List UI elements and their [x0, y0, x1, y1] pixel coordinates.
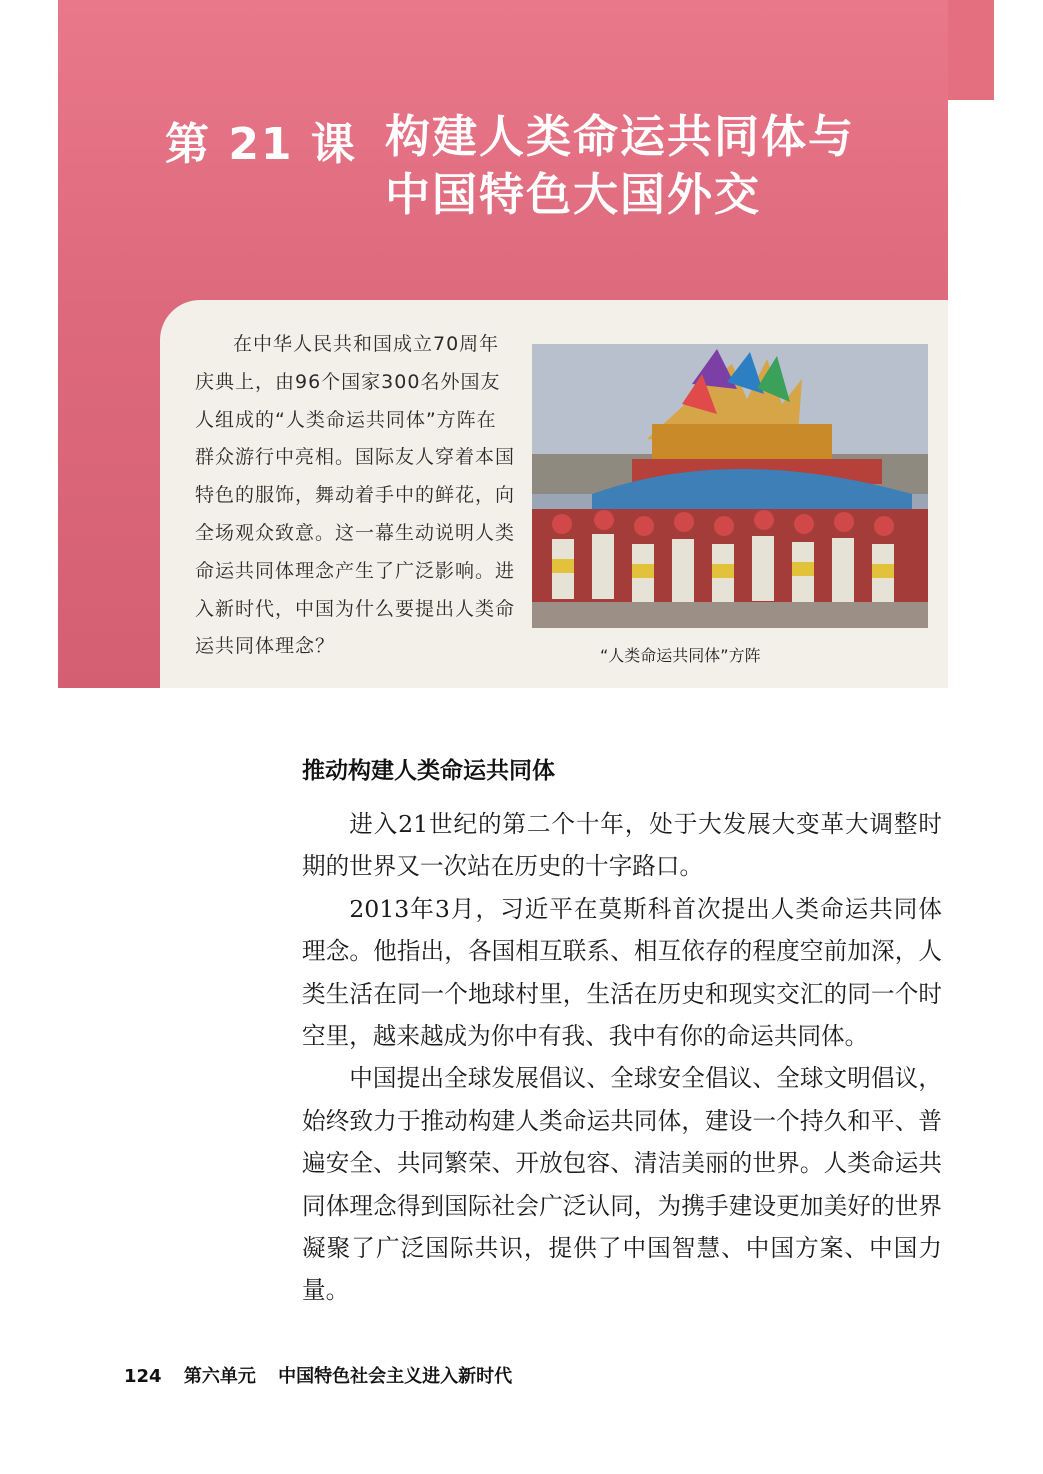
unit-title: 中国特色社会主义进入新时代 [278, 1366, 513, 1387]
intro-box [160, 300, 948, 688]
lesson-name [385, 108, 855, 224]
page-number: 124 [124, 1366, 162, 1387]
parade-photo-illustration [532, 344, 928, 628]
intro-text: 在中华人民共和国成立70周年庆典上，由96个国家300名外国友人组成的“人类命运共同体”方阵在群众游行中亮相。国际友人穿着本国特色的服饰，舞动着手中的鲜花，向全场观众致意。这一幕生动说明人类命运共同体理念产生了广泛影响。进入新时代，中国为什么要提出人类命运共同体理念？ [195, 333, 516, 658]
body-paragraph-3: 中国提出全球发展倡议、全球安全倡议、全球文明倡议，始终致力于推动构建人类命运共同体，建设一个持久和平、普遍安全、共同繁荣、开放包容、清洁美丽的世界。人类命运共同体理念得到国际社会广泛认同，为携手建设更加美好的世界凝聚了广泛国际共识，提供了中国智慧、中国方案、中国力量。 [302, 1064, 942, 1305]
lesson-number: 第 21 课 [165, 119, 357, 170]
section-heading: 推动构建人类命运共同体 [302, 758, 555, 784]
parade-photo [532, 344, 928, 628]
unit-label: 第六单元 [183, 1366, 256, 1387]
photo-caption: “人类命运共同体”方阵 [600, 646, 761, 665]
body-paragraph-1: 进入21世纪的第二个十年，处于大发展大变革大调整时期的世界又一次站在历史的十字路口。 [302, 810, 942, 881]
body-text [302, 803, 942, 1312]
page-footer [124, 1362, 528, 1388]
lesson-title-line-1: 构建人类命运共同体与 [385, 110, 856, 163]
page-corner-tab [948, 0, 994, 100]
lesson-title-line-2: 中国特色大国外交 [385, 168, 762, 221]
body-paragraph-2: 2013年3月，习近平在莫斯科首次提出人类命运共同体理念。他指出，各国相互联系、相互依存的程度空前加深，人类生活在同一个地球村里，生活在历史和现实交汇的同一个时空里，越来越成为你中有我、我中有你的命运共同体。 [302, 894, 942, 1051]
